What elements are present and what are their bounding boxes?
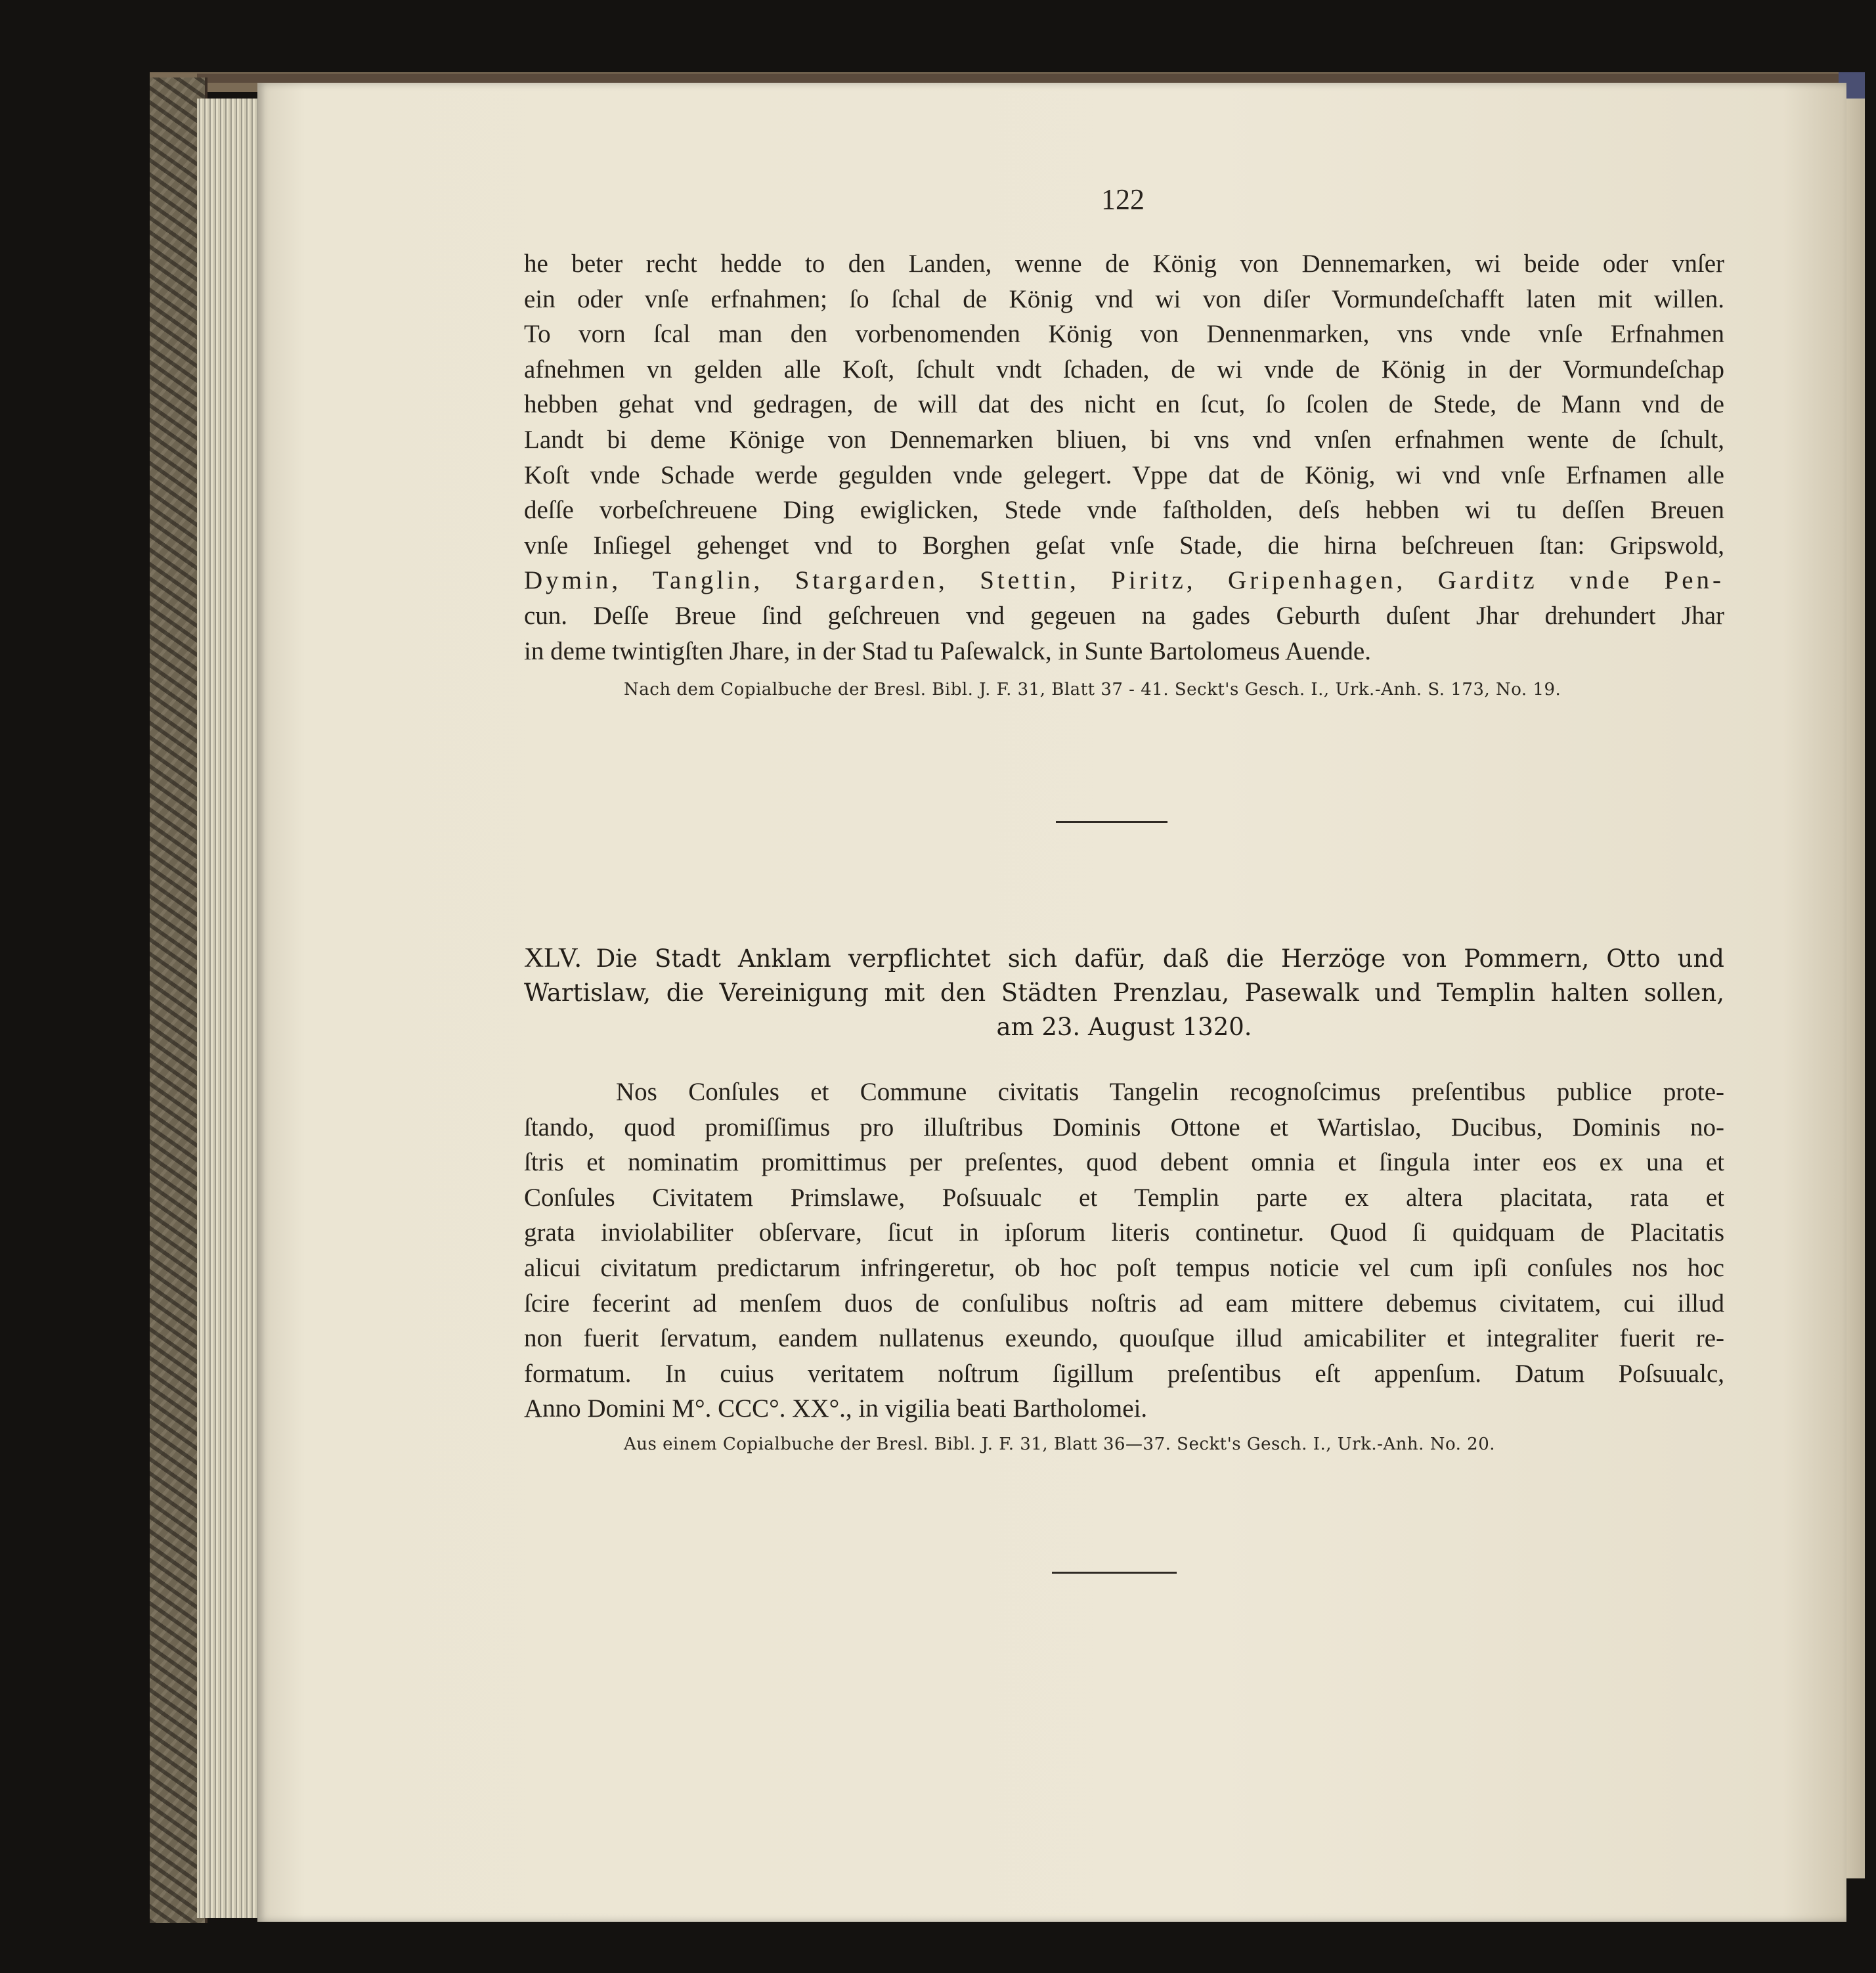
heading-line-2: Wartislaw, die Vereinigung mit den Städten Prenzlau, Pasewalk und Templin halten sollen,	[524, 979, 1724, 1007]
heading-line-1	[524, 941, 1724, 976]
document-text	[524, 1075, 1724, 1427]
document-heading	[524, 941, 1724, 1044]
text-line: Anno Domini M°. CCC°. XX°., in vigilia beati Bartholomei.	[524, 1394, 1148, 1423]
text-line: in deme twintigſten Jhare, in der Stad tu Paſewalck, in Sunte Bartolomeus Auende.	[524, 636, 1371, 665]
section-divider	[1052, 1572, 1177, 1574]
text-line: vnſe Inſiegel gehenget vnd to Borghen geſat vnſe Stade, die hirna beſchreuen ſtan: Gripswold,	[524, 531, 1724, 560]
text-line: Nos Conſules et Commune civitatis Tangelin recognoſcimus preſentibus publice prote-	[616, 1078, 1724, 1106]
source-citation: Aus einem Copialbuche der Bresl. Bibl. J. F. 31, Blatt 36—37. Seckt's Gesch. I., Urk.-Anh. No. 20.	[624, 1434, 1496, 1454]
text-line: hebben gehat vnd gedragen, de will dat des nicht en ſcut, ſo ſcolen de Stede, de Mann vnd de	[524, 390, 1724, 419]
text-line: To vorn ſcal man den vorbenomenden König von Dennenmarken, vns vnde vnſe Erfnahmen	[524, 320, 1724, 349]
section-divider	[1056, 821, 1167, 823]
text-line: Conſules Civitatem Primslawe, Poſsuualc et Templin parte ex altera placitata, rata et	[524, 1183, 1724, 1212]
source-citation: Nach dem Copialbuche der Bresl. Bibl. J. F. 31, Blatt 37 - 41. Seckt's Gesch. I., Urk.-Anh. S. 173, No. 19.	[624, 680, 1561, 699]
text-line: he beter recht hedde to den Landen, wenne de König von Dennemarken, wi beide oder vnſer	[524, 250, 1724, 278]
document-number: XLV.	[524, 943, 582, 973]
text-line: ſtris et nominatim promittimus per preſentes, quod debent omnia et ſingula inter eos ex una et	[524, 1148, 1724, 1177]
text-line: Landt bi deme Könige von Dennemarken bliuen, bi vns vnd vnſen erfnahmen wente de ſchult,	[524, 425, 1724, 454]
book-spine-top-shadow	[197, 74, 1852, 83]
heading-date: am 23. August 1320.	[996, 1013, 1252, 1041]
text-line: Dymin, Tanglin, Stargarden, Stettin, Piritz, Gripenhagen, Garditz vnde Pen-	[524, 566, 1724, 595]
text-line: formatum. In cuius veritatem noſtrum ſigillum preſentibus eſt appenſum. Datum Poſsuualc,	[524, 1359, 1724, 1388]
text-line: ſtando, quod promiſſimus pro illuſtribus Dominis Ottone et Wartislao, Ducibus, Dominis no-	[524, 1113, 1724, 1142]
page-number: 122	[1101, 183, 1145, 215]
text-line: afnehmen vn gelden alle Koſt, ſchult vndt ſchaden, de wi vnde de König in der Vormundeſchap	[524, 355, 1724, 384]
text-line: deſſe vorbeſchreuene Ding ewiglicken, Stede vnde faſtholden, deſs hebben wi tu deſſen Breuen	[524, 496, 1724, 525]
text-line: non fuerit ſervatum, eandem nullatenus exeundo, quouſque illud amicabiliter et integraliter fuerit re-	[524, 1324, 1724, 1353]
text-line: ſcire fecerint ad menſem duos de conſulibus noſtris ad eam mittere debemus civitatem, cui illud	[524, 1289, 1724, 1318]
text-line: alicui civitatum predictarum infringeretur, ob hoc poſt tempus noticie vel cum ipſi conſules nos hoc	[524, 1253, 1724, 1282]
page-stack-edges	[197, 99, 263, 1918]
text-line: grata inviolabiliter obſervare, ſicut in ipſorum literis continetur. Quod ſi quidquam de Placitatis	[524, 1218, 1724, 1247]
text-line: cun. Deſſe Breue ſind geſchreuen vnd gegeuen na gades Geburth duſent Jhar drehundert Jhar	[524, 601, 1724, 630]
text-line: Koſt vnde Schade werde gegulden vnde gelegert. Vppe dat de König, wi vnd vnſe Erfnamen alle	[524, 460, 1724, 489]
continuation-text	[524, 246, 1724, 669]
heading-text: Die Stadt Anklam verpflichtet sich dafür, daß die Herzöge von Pommern, Otto und	[596, 944, 1724, 973]
text-line: ein oder vnſe erfnahmen; ſo ſchal de König vnd wi von diſer Vormundeſchafft laten mit willen.	[524, 284, 1724, 313]
